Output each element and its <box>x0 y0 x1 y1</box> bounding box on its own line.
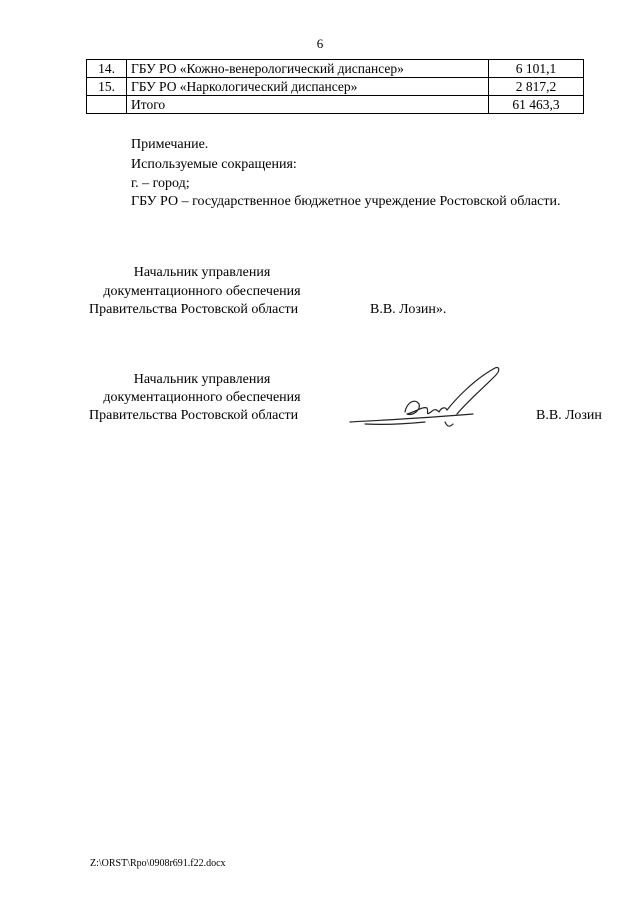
signer-title-line3: Правительства Ростовской области <box>89 408 299 423</box>
note-heading: Примечание. <box>131 137 209 152</box>
note-item: г. – город; <box>131 176 190 191</box>
row-value: 6 101,1 <box>489 60 584 78</box>
signer-name: В.В. Лозин». <box>370 302 447 317</box>
row-value: 61 463,3 <box>489 96 584 114</box>
note-abbrev-title: Используемые сокращения: <box>131 157 297 172</box>
signer-name: В.В. Лозин <box>536 408 602 423</box>
signer-title-line1: Начальник управления <box>133 265 271 280</box>
row-number: 15. <box>87 78 127 96</box>
table-row <box>87 60 584 78</box>
row-number: 14. <box>87 60 127 78</box>
row-name: Итого <box>127 96 489 114</box>
signer-title-line1: Начальник управления <box>133 372 271 387</box>
note-item: ГБУ РО – государственное бюджетное учреждение Ростовской области. <box>131 194 561 209</box>
page-number: 6 <box>316 36 324 51</box>
row-name: ГБУ РО «Наркологический диспансер» <box>127 78 489 96</box>
row-name: ГБУ РО «Кожно-венерологический диспансер» <box>127 60 489 78</box>
signer-title-line3: Правительства Ростовской области <box>89 302 299 317</box>
signer-title-line2: документационного обеспечения <box>103 284 301 299</box>
row-value: 2 817,2 <box>489 78 584 96</box>
file-path-footer: Z:\ORST\Rpo\0908r691.f22.docx <box>90 858 226 869</box>
table-row-total <box>87 96 584 114</box>
signer-title-line2: документационного обеспечения <box>103 390 301 405</box>
row-number <box>87 96 127 114</box>
handwritten-signature <box>345 362 505 434</box>
table-row <box>87 78 584 96</box>
data-table <box>86 59 584 114</box>
